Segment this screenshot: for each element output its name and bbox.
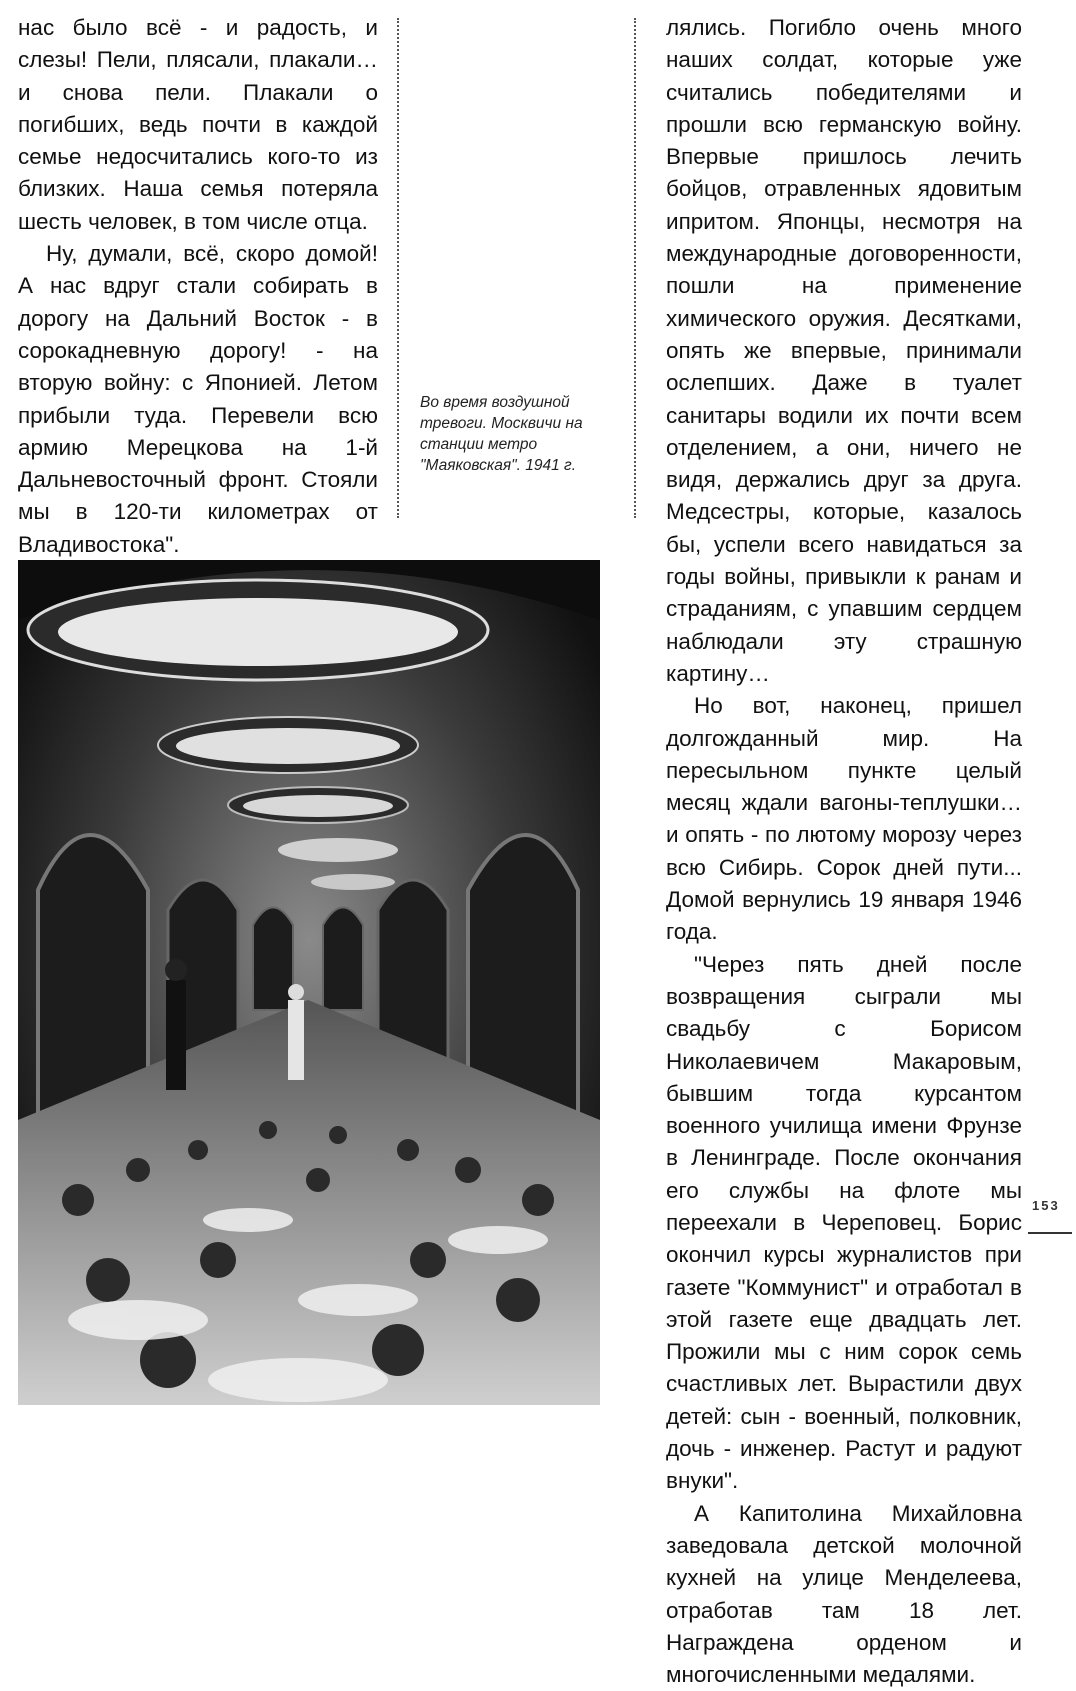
paragraph: Но вот, наконец, пришел долгожданный мир. На пересыльном пункте целый месяц ждали вагоны-теплушки… и опять - по лютому морозу через всю Сибирь. Сорок дней пути... Домой вернулись 19 января 1946 года.	[666, 693, 1022, 945]
paragraph: Ну, думали, всё, скоро домой! А нас вдруг стали собирать в дорогу на Дальний Восток - в сорокадневную дорогу! - на вторую войну: с Японией. Летом прибыли туда. Перевели всю армию Мерецкова на 1-й Дальневосточный фронт. Стояли мы в 120-ти километрах от Владивостока".	[18, 241, 378, 557]
metro-station-photo	[18, 560, 600, 1405]
paragraph: нас было всё - и радость, и слезы! Пели, плясали, плакали… и снова пели. Плакали о погибших, ведь почти в каждой семье недосчитались кого-то из близких. Наша семья потеряла шесть человек, в том числе отца.	[18, 15, 378, 234]
paragraph: "Через пять дней после возвращения сыграли мы свадьбу с Борисом Николаевичем Макаровым, бывшим тогда курсантом военного училища имени Фрунзе в Ленинграде. После окончания его службы на флоте мы переехали в Череповец. Борис окончил курсы журналистов при газете "Коммунист" и отработал в этой газете еще двадцать лет. Прожили мы с ним сорок семь счастливых лет. Вырастили двух детей: сын - военный, полковник, дочь - инженер. Растут и радуют внуки".	[666, 951, 1022, 1494]
page-number: 153	[1032, 1198, 1060, 1213]
left-text-column	[18, 12, 378, 626]
column-divider	[634, 18, 636, 518]
column-divider	[397, 18, 399, 518]
page-number-rule	[1028, 1232, 1072, 1234]
paragraph: лялись. Погибло очень много наших солдат, которые уже считались победителями и прошли всю германскую войну. Впервые пришлось лечить бойцов, отравленных ядовитым ипритом. Японцы, несмотря на международные договоренности, пошли на применение химического оружия. Десятками, опять же впервые, принимали ослепших. Даже в туалет санитары водили их почти всем отделением, а они, ничего не видя, держались друг за друга. Медсестры, которые, казалось бы, успели всего навидаться за годы войны, привыкли к ранам и страданиям, с упавшим сердцем наблюдали эту страшную картину…	[666, 15, 1022, 686]
paragraph: А Капитолина Михайловна заведовала детской молочной кухней на улице Менделеева, отработав там 18 лет. Награждена орденом и многочисленными медалями.	[666, 1500, 1022, 1688]
photo-caption: Во время воздушной тревоги. Москвичи на станции метро "Маяковская". 1941 г.	[420, 394, 583, 474]
right-text-column	[666, 12, 1022, 1691]
